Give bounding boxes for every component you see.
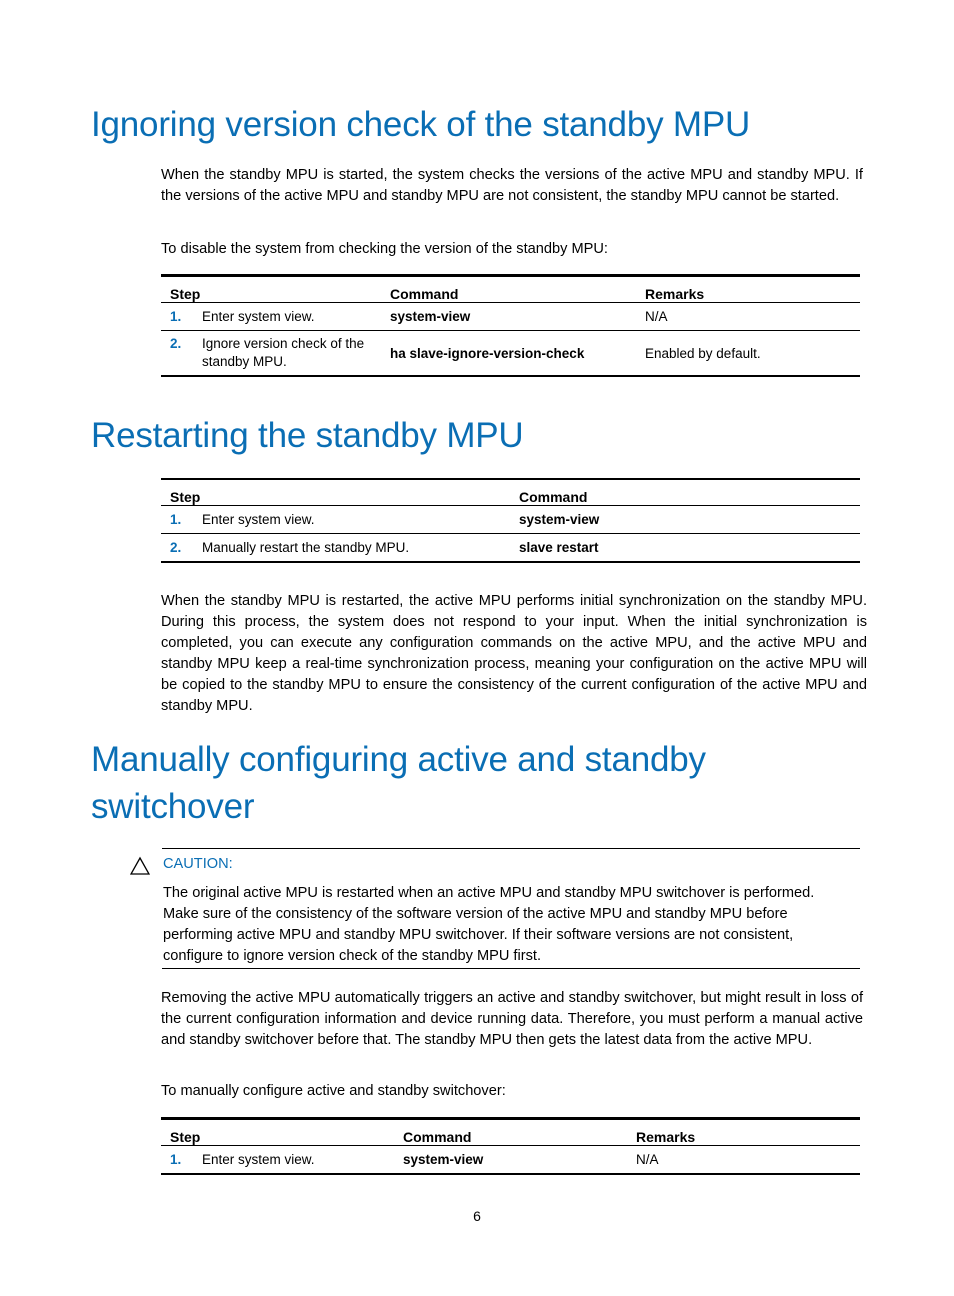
step-description: Enter system view. <box>202 512 315 527</box>
table-header-remarks: Remarks <box>636 276 860 303</box>
table-header-command: Command <box>394 1119 627 1146</box>
table-header-command: Command <box>381 276 636 303</box>
section1-paragraph-1: When the standby MPU is started, the system checks the versions of the active MPU and standby MPU. If the versions of the active MPU and standby MPU are not consistent, the standby MPU cannot be started. <box>161 167 863 204</box>
section1-paragraph-2: To disable the system from checking the version of the standby MPU: <box>161 241 608 257</box>
section3-paragraph-2: To manually configure active and standby switchover: <box>161 1083 506 1099</box>
step-number: 2. <box>170 336 182 351</box>
step-number: 1. <box>170 1152 182 1167</box>
command-cell: system-view <box>510 506 860 534</box>
section-title-ignoring-version-check: Ignoring version check of the standby MPU <box>91 105 751 144</box>
table-header-remarks: Remarks <box>627 1119 860 1146</box>
section3-steps-table <box>161 1117 860 1175</box>
step-description: Enter system view. <box>202 1152 315 1167</box>
remarks-cell: N/A <box>627 1146 860 1175</box>
remarks-cell: Enabled by default. <box>636 331 860 377</box>
table-header-step: Step <box>161 276 381 303</box>
table-header-step: Step <box>161 479 510 506</box>
command-cell: ha slave-ignore-version-check <box>381 331 636 377</box>
step-description: Manually restart the standby MPU. <box>202 540 410 555</box>
step-description: Ignore version check of the standby MPU. <box>202 336 365 369</box>
caution-triangle-icon <box>130 856 150 876</box>
table-row <box>161 506 860 534</box>
caution-text: The original active MPU is restarted when an active MPU and standby MPU switchover is performed. Make sure of the consistency of the software version of the active MPU and standby MPU before performing active MPU and standby MPU switchover. If their software versions are not consistent, configure to ignore version check of the standby MPU first. <box>163 885 815 964</box>
step-number: 1. <box>170 309 182 324</box>
step-description: Enter system view. <box>202 309 315 324</box>
remarks-cell: N/A <box>636 303 860 331</box>
step-number: 2. <box>170 540 182 555</box>
table-row <box>161 303 860 331</box>
table-header-step: Step <box>161 1119 394 1146</box>
table-row <box>161 331 860 377</box>
section2-paragraph-1: When the standby MPU is restarted, the active MPU performs initial synchronization on the standby MPU. During this process, the system does not respond to your input. When the initial synchronization is completed, you can execute any configuration commands on the active MPU, and the active MPU and standby MPU keep a real-time synchronization process, meaning your configuration on the active MPU will be copied to the standby MPU to ensure the consistency of the current configuration of the active MPU and standby MPU. <box>161 593 867 714</box>
section-title-manual-switchover-line1: Manually configuring active and standby <box>91 740 706 779</box>
section-title-manual-switchover-line2: switchover <box>91 787 255 826</box>
caution-box <box>162 848 860 969</box>
page-number: 6 <box>473 1208 481 1224</box>
table-row <box>161 1146 860 1175</box>
section2-steps-table <box>161 478 860 563</box>
section1-steps-table <box>161 274 860 377</box>
step-number: 1. <box>170 512 182 527</box>
command-cell: system-view <box>394 1146 627 1175</box>
command-cell: slave restart <box>510 534 860 563</box>
table-row <box>161 534 860 563</box>
section3-paragraph-1: Removing the active MPU automatically triggers an active and standby switchover, but might result in loss of the current configuration information and device running data. Therefore, you must perform a manual active and standby switchover before that. The standby MPU then gets the latest data from the active MPU. <box>161 990 863 1048</box>
command-cell: system-view <box>381 303 636 331</box>
section-title-restarting-standby: Restarting the standby MPU <box>91 416 524 455</box>
table-header-command: Command <box>510 479 860 506</box>
caution-label: CAUTION: <box>163 856 233 872</box>
